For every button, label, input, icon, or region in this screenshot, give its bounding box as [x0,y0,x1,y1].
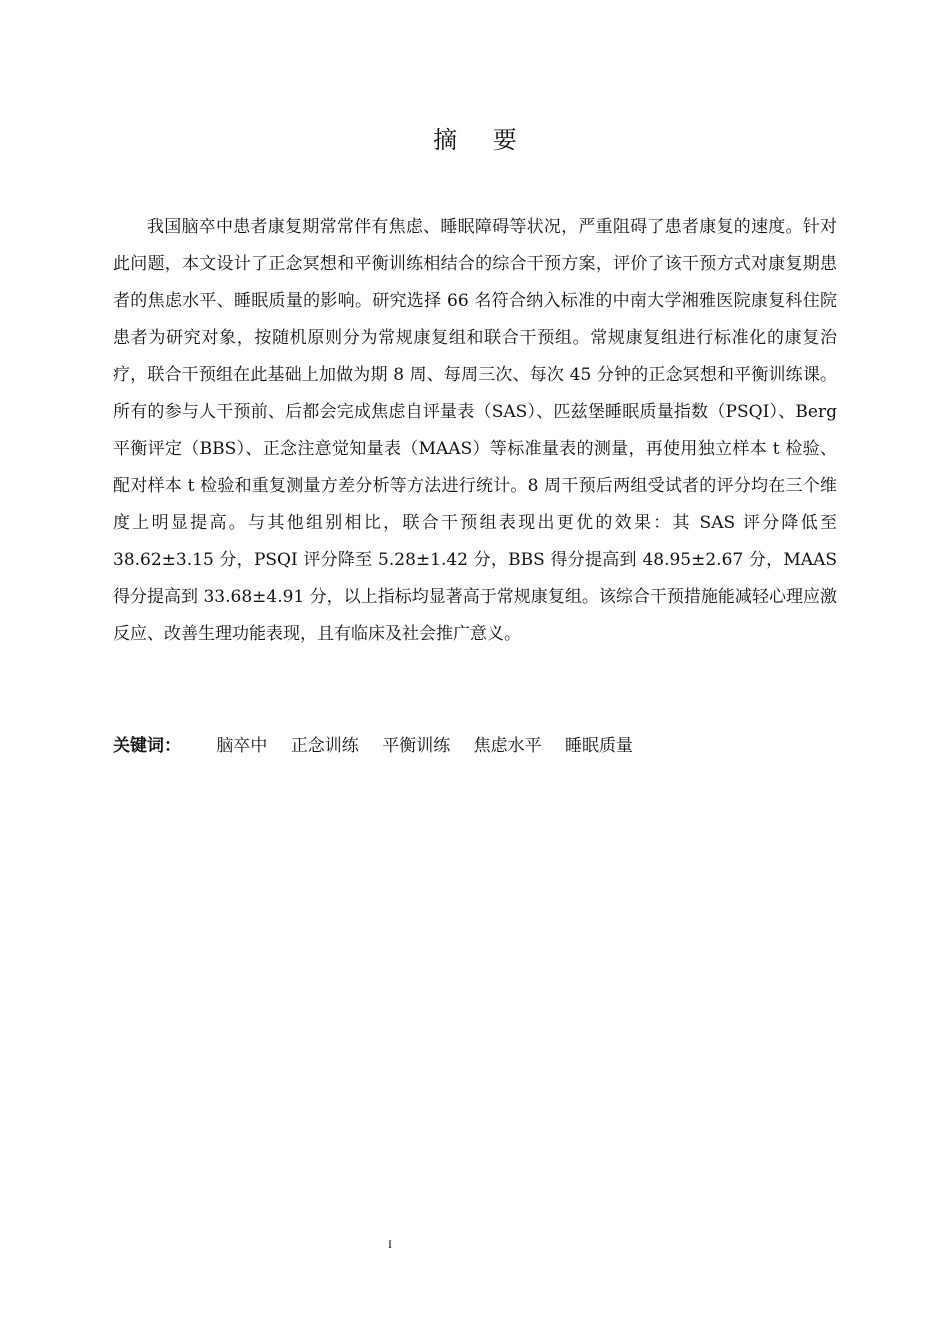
keyword-item: 焦虑水平 [473,736,542,756]
page-title: 摘 要 [433,126,531,154]
keywords-label: 关键词： [113,736,181,756]
keyword-item: 睡眠质量 [565,736,634,756]
keyword-item: 脑卒中 [216,736,268,756]
page-number: I [388,1237,392,1251]
keywords-line [113,730,837,762]
keyword-item: 平衡训练 [382,736,451,756]
abstract-paragraph: 我国脑卒中患者康复期常常伴有焦虑、睡眠障碍等状况，严重阻碍了患者康复的速度。针对此问题，本文设计了正念冥想和平衡训练相结合的综合干预方案，评价了该干预方式对康复期患者的焦虑水平、睡眠质量的影响。研究选择 66 名符合纳入标准的中南大学湘雅医院康复科住院患者为研究对象，按随机原则分为常规康复组和联合干预组。常规康复组进行标准化的康复治疗，联合干预组在此基础上加做为期 8 周、每周三次、每次 45 分钟的正念冥想和平衡训练课。所有的参与人干预前、后都会完成焦虑自评量表（SAS）、匹兹堡睡眠质量指数（PSQI）、Berg 平衡评定（BBS）、正念注意觉知量表（MAAS）等标准量表的测量，再使用独立样本 t 检验、配对样本 t 检验和重复测量方差分析等方法进行统计。8 周干预后两组受试者的评分均在三个维度上明显提高。与其他组别相比，联合干预组表现出更优的效果：其 SAS 评分降低至 38.62±3.15 分，PSQI 评分降至 5.28±1.42 分，BBS 得分提高到 48.95±2.67 分，MAAS 得分提高到 33.68±4.91 分，以上指标均显著高于常规康复组。该综合干预措施能减轻心理应激反应、改善生理功能表现，且有临床及社会推广意义。 [113,217,837,644]
keyword-item: 正念训练 [290,736,359,756]
